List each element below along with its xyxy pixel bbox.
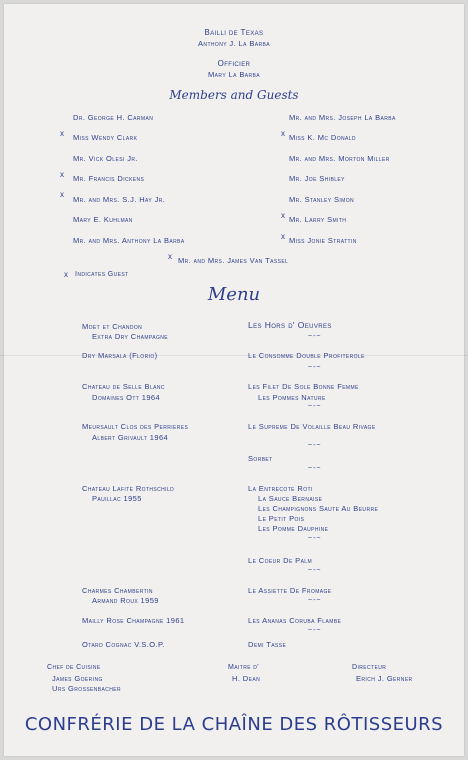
- chef-title: Chef de Cuisine: [47, 664, 101, 671]
- wine-3-line1: Chateau de Selle Blanc: [82, 382, 165, 391]
- guest-mark: x: [168, 252, 172, 261]
- course-champignons: Les Champignons Saute Au Beurre: [258, 504, 379, 513]
- member-left-4: Mr. Francis Dickens: [73, 174, 145, 183]
- course-ananas-flambe: Les Ananas Coruba Flambe: [248, 616, 342, 625]
- guest-mark: x: [281, 211, 285, 220]
- separator: ~-~: [308, 442, 322, 449]
- fold-line: [0, 355, 468, 356]
- separator: ~-~: [308, 535, 322, 542]
- bailli-title: Bailli de Texas: [204, 28, 264, 37]
- wine-4-line2: Albert Grivault 1964: [92, 433, 169, 442]
- course-entrecote: La Entrecote Roti: [248, 484, 313, 493]
- officier-name: Mary La Barba: [208, 70, 260, 79]
- course-consomme: Le Consomme Double Profiterole: [248, 351, 365, 360]
- wine-5-line1: Chateau Lafite Rothschild: [82, 484, 175, 493]
- course-supreme-de-volaille: Le Supreme De Volaille Beau Rivage: [248, 422, 376, 431]
- directeur-name: Erich J. Gerner: [356, 674, 413, 683]
- separator: ~-~: [308, 627, 322, 634]
- legend-text: Indicates Guest: [75, 271, 129, 278]
- member-right-3: Mr. and Mrs. Morton Miller: [289, 154, 390, 163]
- separator: ~-~: [308, 567, 322, 574]
- course-assiette-de-fromage: Le Assiette De Fromage: [248, 586, 332, 595]
- member-left-5: Mr. and Mrs. S.J. Hay Jr.: [73, 195, 166, 204]
- course-pomme-dauphine: Les Pomme Dauphine: [258, 524, 329, 533]
- maitre-title: Maitre d': [228, 664, 260, 671]
- course-coeur-de-palm: Le Coeur De Palm: [248, 556, 313, 565]
- separator: ~-~: [308, 333, 322, 340]
- member-right-7: Miss Jonie Strattin: [289, 236, 357, 245]
- course-filet-de-sole: Les Filet De Sole Bonne Femme: [248, 382, 359, 391]
- member-left-1: Dr. George H. Carman: [73, 113, 154, 122]
- members-heading: Members and Guests: [169, 88, 299, 102]
- member-right-6: Mr. Larry Smith: [289, 215, 347, 224]
- guest-mark: x: [281, 129, 285, 138]
- chef-line2: Urs Grossenbacher: [52, 684, 122, 693]
- member-left-6: Mary E. Kuhlman: [73, 215, 133, 224]
- guest-mark: x: [60, 170, 64, 179]
- wine-4-line1: Meursault Clos des Perrieres: [82, 422, 189, 431]
- guest-mark: x: [60, 129, 64, 138]
- wine-6-line2: Armand Roux 1959: [92, 596, 159, 605]
- menu-heading: Menu: [207, 284, 261, 305]
- course-petit-pois: Le Petit Pois: [258, 514, 305, 523]
- member-center: Mr. and Mrs. James Van Tassel: [178, 256, 289, 265]
- course-demi-tasse: Demi Tasse: [248, 640, 287, 649]
- guest-mark: x: [60, 190, 64, 199]
- society-title: CONFRÉRIE DE LA CHAÎNE DES RÔTISSEURS: [24, 714, 444, 735]
- wine-6-line1: Charmes Chambertin: [82, 586, 153, 595]
- directeur-title: Directeur: [352, 664, 387, 671]
- wine-1-line2: Extra Dry Champagne: [92, 332, 169, 341]
- separator: ~-~: [308, 403, 322, 410]
- officier-title: Officier: [217, 59, 251, 68]
- course-sorbet: Sorbet: [248, 454, 273, 463]
- member-left-7: Mr. and Mrs. Anthony La Barba: [73, 236, 185, 245]
- member-left-3: Mr. Vick Olesi Jr.: [73, 154, 138, 163]
- course-pommes-nature: Les Pommes Nature: [258, 393, 326, 402]
- separator: ~-~: [308, 465, 322, 472]
- member-right-2: Miss K. Mc Donald: [289, 133, 356, 142]
- chef-line1: James Goering: [52, 674, 103, 683]
- wine-8-line1: Otard Cognac V.S.O.P.: [82, 640, 165, 649]
- legend-mark: x: [64, 270, 68, 279]
- member-right-4: Mr. Joe Shibley: [289, 174, 345, 183]
- guest-mark: x: [281, 232, 285, 241]
- maitre-name: H. Dean: [232, 674, 261, 683]
- separator: ~-~: [308, 597, 322, 604]
- course-sauce-bernaise: La Sauce Bernaise: [258, 494, 323, 503]
- wine-1-line1: Moet et Chandon: [82, 322, 143, 331]
- wine-7-line1: Mailly Rose Champagne 1961: [82, 616, 185, 625]
- bailli-name: Anthony J. La Barba: [198, 39, 270, 48]
- separator: ~-~: [308, 364, 322, 371]
- member-left-2: Miss Wendy Clark: [73, 133, 138, 142]
- member-right-5: Mr. Stanley Simon: [289, 195, 355, 204]
- course-hors-doeuvres: Les Hors d' Oeuvres: [248, 320, 332, 330]
- wine-5-line2: Pauillac 1955: [92, 494, 142, 503]
- wine-3-line2: Domaines Ott 1964: [92, 393, 161, 402]
- member-right-1: Mr. and Mrs. Joseph La Barba: [289, 113, 396, 122]
- wine-2-line1: Dry Marsala (Florio): [82, 351, 158, 360]
